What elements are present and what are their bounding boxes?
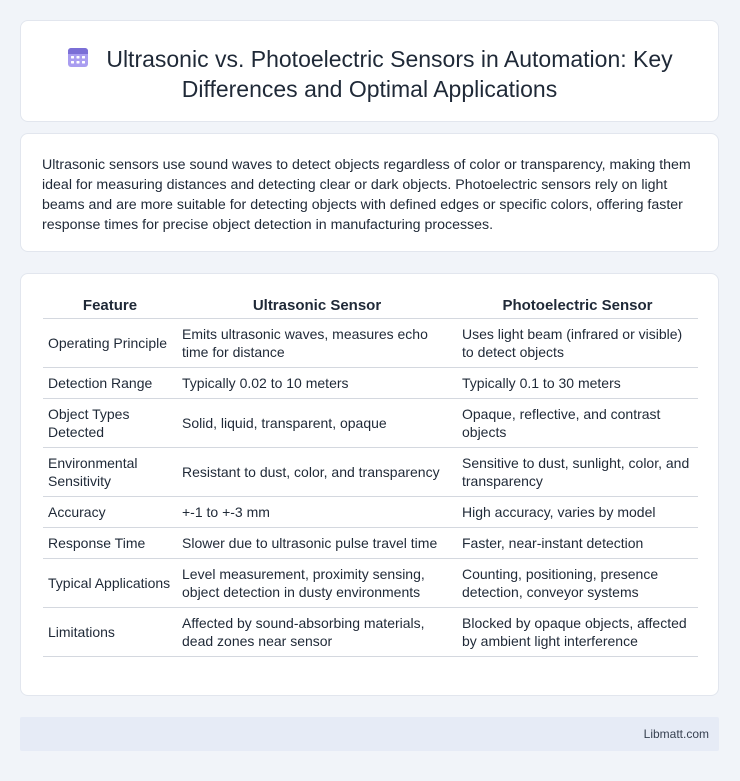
ultrasonic-cell: Slower due to ultrasonic pulse travel time	[177, 527, 457, 558]
table-row	[43, 318, 698, 367]
table-row	[43, 558, 698, 607]
intro-card	[20, 133, 719, 252]
table-row	[43, 367, 698, 398]
table-row	[43, 496, 698, 527]
photoelectric-cell: Counting, positioning, presence detection, conveyor systems	[457, 558, 698, 607]
table-row	[43, 447, 698, 496]
feature-cell: Operating Principle	[43, 318, 177, 367]
table-header-row	[43, 292, 698, 318]
feature-cell: Typical Applications	[43, 558, 177, 607]
feature-cell: Response Time	[43, 527, 177, 558]
header-feature: Feature	[43, 292, 177, 318]
ultrasonic-cell: +-1 to +-3 mm	[177, 496, 457, 527]
feature-cell: Object Types Detected	[43, 398, 177, 447]
table-row	[43, 527, 698, 558]
page-title	[21, 44, 718, 104]
header-ultrasonic: Ultrasonic Sensor	[177, 292, 457, 318]
calendar-grid-icon	[66, 45, 90, 69]
page-title-text: Ultrasonic vs. Photoelectric Sensors in Automation: Key Differences and Optimal Applications	[106, 46, 673, 102]
intro-paragraph: Ultrasonic sensors use sound waves to detect objects regardless of color or transparency, making them ideal for measuring distances and detecting clear or dark objects. Photoelectric sensors rely on light beams and are more suitable for detecting objects with defined edges or specific colors, offering faster response times for precise object detection in manufacturing processes.	[42, 157, 691, 233]
photoelectric-cell: Blocked by opaque objects, affected by ambient light interference	[457, 607, 698, 656]
title-card	[20, 20, 719, 122]
photoelectric-cell: Sensitive to dust, sunlight, color, and transparency	[457, 447, 698, 496]
ultrasonic-cell: Resistant to dust, color, and transparency	[177, 447, 457, 496]
ultrasonic-cell: Typically 0.02 to 10 meters	[177, 367, 457, 398]
feature-cell: Detection Range	[43, 367, 177, 398]
photoelectric-cell: Faster, near-instant detection	[457, 527, 698, 558]
feature-cell: Limitations	[43, 607, 177, 656]
photoelectric-cell: High accuracy, varies by model	[457, 496, 698, 527]
table-row	[43, 398, 698, 447]
photoelectric-cell: Uses light beam (infrared or visible) to detect objects	[457, 318, 698, 367]
table-row	[43, 607, 698, 656]
header-photoelectric: Photoelectric Sensor	[457, 292, 698, 318]
comparison-table	[43, 292, 698, 657]
feature-cell: Environmental Sensitivity	[43, 447, 177, 496]
ultrasonic-cell: Emits ultrasonic waves, measures echo time for distance	[177, 318, 457, 367]
feature-cell: Accuracy	[43, 496, 177, 527]
ultrasonic-cell: Level measurement, proximity sensing, object detection in dusty environments	[177, 558, 457, 607]
comparison-table-card	[20, 273, 719, 696]
footer-bar	[20, 717, 719, 751]
photoelectric-cell: Opaque, reflective, and contrast objects	[457, 398, 698, 447]
ultrasonic-cell: Solid, liquid, transparent, opaque	[177, 398, 457, 447]
ultrasonic-cell: Affected by sound-absorbing materials, dead zones near sensor	[177, 607, 457, 656]
photoelectric-cell: Typically 0.1 to 30 meters	[457, 367, 698, 398]
footer-site-link[interactable]: Libmatt.com	[643, 727, 709, 741]
